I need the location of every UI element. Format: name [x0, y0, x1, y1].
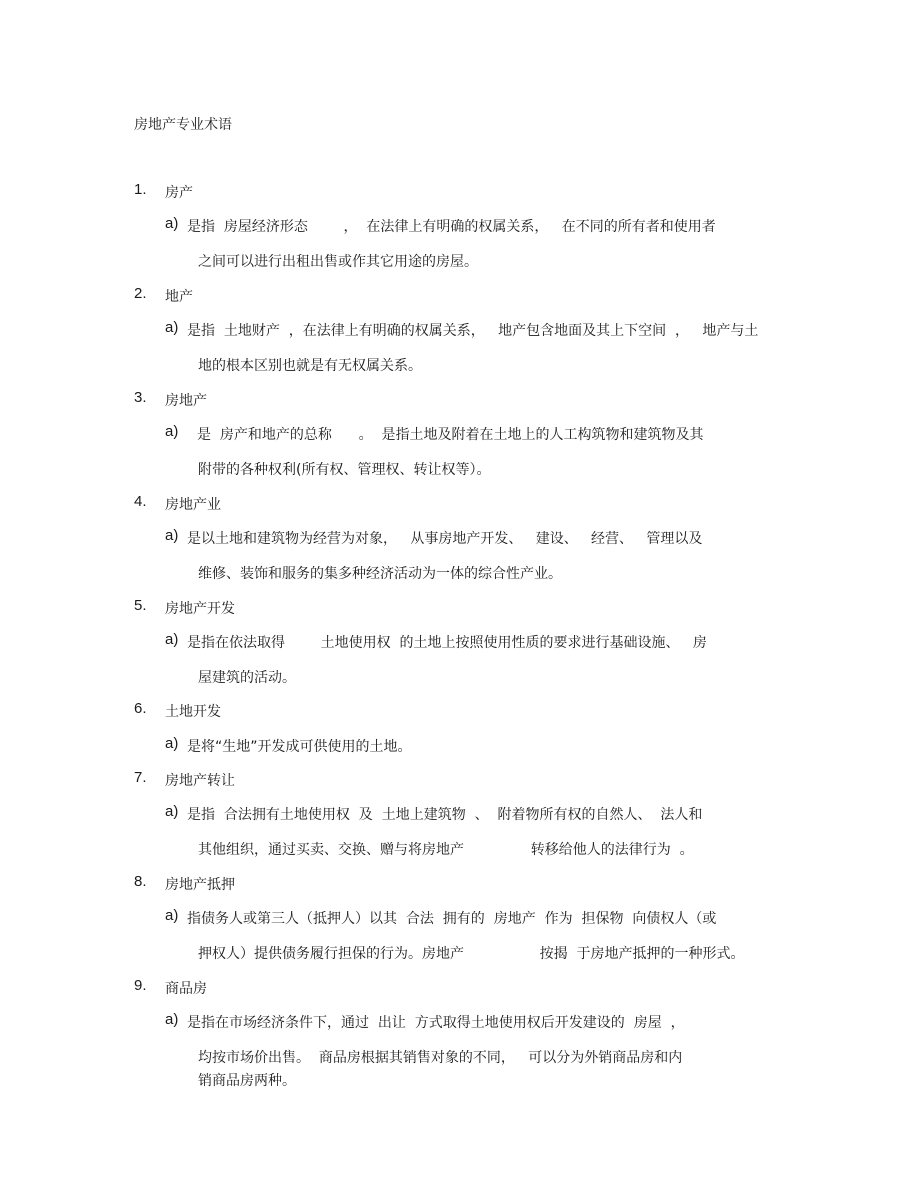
item-term: 房产	[165, 185, 193, 201]
item-line: 押权人）提供债务履行担保的行为。房地产 按揭 于房地产抵押的一种形式。	[198, 946, 745, 962]
item-number: 3.	[134, 389, 147, 406]
item-line: 附带的各种权利(所有权、管理权、转让权等）。	[198, 462, 491, 478]
item-line: 地的根本区别也就是有无权属关系。	[198, 358, 422, 374]
item-line: 是指 合法拥有土地使用权 及 土地上建筑物 、 附着物所有权的自然人、 法人和	[187, 807, 703, 823]
item-line: 之间可以进行出租出售或作其它用途的房屋。	[198, 254, 478, 270]
item-label: a)	[165, 527, 179, 544]
item-label: a)	[165, 423, 179, 440]
item-line: 是指 土地财产 ，在法律上有明确的权属关系， 地产包含地面及其上下空间 ， 地产与土	[187, 323, 759, 339]
item-term: 房地产开发	[165, 601, 235, 617]
item-label: a)	[165, 215, 179, 232]
item-number: 5.	[134, 597, 147, 614]
item-line: 销商品房两种。	[198, 1073, 296, 1089]
item-term: 房地产	[165, 393, 207, 409]
item-line: 是指 房屋经济形态 ， 在法律上有明确的权属关系， 在不同的所有者和使用者	[187, 219, 716, 235]
item-line: 是指在市场经济条件下，通过 出让 方式取得土地使用权后开发建设的 房屋 ，	[187, 1015, 685, 1031]
item-term: 地产	[165, 289, 193, 305]
document-title: 房地产专业术语	[134, 117, 232, 133]
item-term: 房地产转让	[165, 773, 235, 789]
item-line: 维修、装饰和服务的集多种经济活动为一体的综合性产业。	[198, 566, 562, 582]
item-number: 2.	[134, 285, 147, 302]
item-term: 商品房	[165, 981, 207, 997]
item-line: 屋建筑的活动。	[198, 670, 296, 686]
item-number: 7.	[134, 769, 147, 786]
item-number: 9.	[134, 977, 147, 994]
item-label: a)	[165, 631, 179, 648]
item-line: 是以土地和建筑物为经营为对象， 从事房地产开发、 建设、 经营、 管理以及	[187, 531, 703, 547]
item-label: a)	[165, 1011, 179, 1028]
item-line: 均按市场价出售。 商品房根据其销售对象的不同， 可以分为外销商品房和内	[198, 1050, 683, 1066]
item-label: a)	[165, 803, 179, 820]
item-line: 其他组织，通过买卖、交换、赠与将房地产 转移给他人的法律行为 。	[198, 842, 694, 858]
item-number: 4.	[134, 493, 147, 510]
item-line: 是将“生地”开发成可供使用的土地。	[187, 739, 412, 755]
item-number: 8.	[134, 873, 147, 890]
item-label: a)	[165, 907, 179, 924]
item-label: a)	[165, 735, 179, 752]
item-label: a)	[165, 319, 179, 336]
item-line: 指债务人或第三人（抵押人）以其 合法 拥有的 房地产 作为 担保物 向债权人（或	[187, 911, 717, 927]
item-number: 6.	[134, 700, 147, 717]
item-line: 是指在依法取得 土地使用权 的土地上按照使用性质的要求进行基础设施、 房	[187, 635, 707, 651]
item-number: 1.	[134, 181, 147, 198]
item-line: 是 房产和地产的总称 。 是指土地及附着在土地上的人工构筑物和建筑物及其	[197, 427, 704, 443]
item-term: 房地产抵押	[165, 877, 235, 893]
item-term: 土地开发	[165, 704, 221, 720]
item-term: 房地产业	[165, 497, 221, 513]
